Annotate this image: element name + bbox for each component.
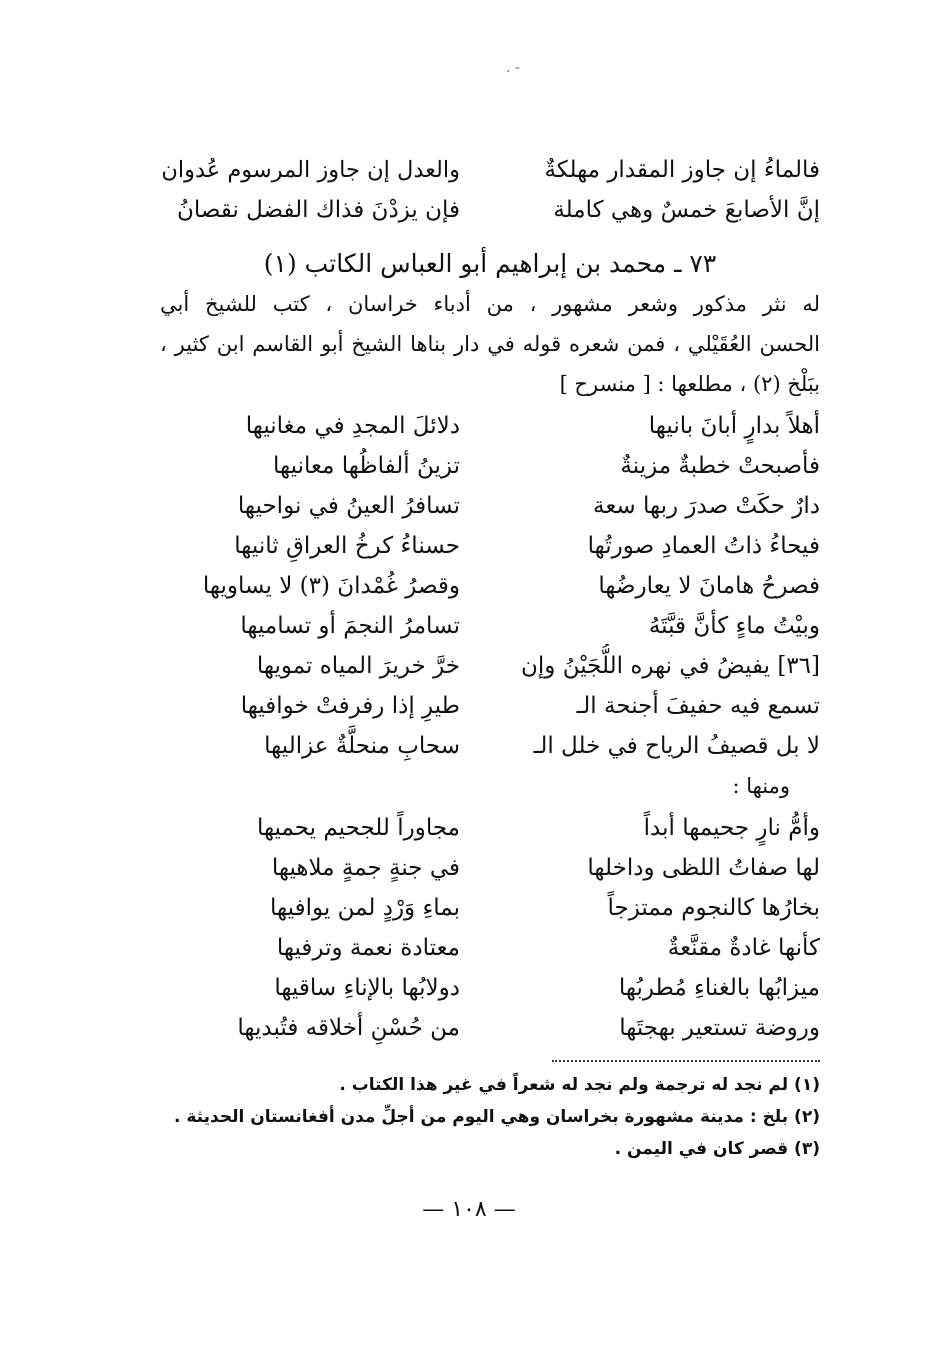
verse-first-hemistich: كأنها غادةٌ مقنَّعةٌ: [667, 935, 820, 961]
verse-first-hemistich: إنَّ الأصابعَ خمسٌ وهي كاملة: [553, 197, 820, 223]
verse-first-hemistich: وبيْتُ ماءٍ كأنَّ قبَّتَهُ: [648, 613, 820, 639]
verse-first-hemistich: تسمع فيه حفيفَ أجنحة الـ: [576, 693, 820, 719]
verse-second-hemistich: حسناءُ كرخُ العراقِ ثانيها: [234, 533, 460, 559]
verse-row: [160, 404, 820, 448]
verse-first-hemistich: [٣٦] يفيضُ في نهره اللُّجَيْنُ وإن: [521, 653, 820, 679]
verse-second-hemistich: فإن يزدْنَ فذاك الفضل نقصانُ: [176, 197, 460, 223]
verse-second-hemistich: والعدل إن جاوز المرسوم عُدوان: [161, 157, 460, 183]
verse-second-hemistich: معتادة نعمة وترفيها: [276, 935, 460, 961]
verse-first-hemistich: فالماءُ إن جاوز المقدار مهلكةٌ: [544, 157, 820, 183]
verse-second-hemistich: في جنةٍ جمةٍ ملاهيها: [271, 855, 460, 881]
verse-row: [160, 966, 820, 1010]
biography-line: ببَلْخ (٢) ، مطلعها : [ منسرح ]: [559, 372, 820, 396]
footnote: (٢) بلخ : مدينة مشهورة بخراسان وهي اليوم من أجلِّ مدن أفغانستان الحديثة .: [174, 1107, 820, 1127]
verse-row: [160, 724, 820, 768]
verse-first-hemistich: لها صفاتُ اللظى وداخلها: [587, 855, 820, 881]
verse-row: [160, 1006, 820, 1050]
verse-second-hemistich: تسافرُ العينُ في نواحيها: [237, 493, 460, 519]
verse-second-hemistich: سحابِ منحلَّةٌ عزاليها: [264, 733, 460, 759]
verse-row: [160, 806, 820, 850]
verse-row: [160, 604, 820, 648]
verse-row: [160, 926, 820, 970]
verse-row: [160, 188, 820, 232]
footnote: (٣) قصر كان في اليمن .: [614, 1139, 820, 1159]
verse-row: [160, 886, 820, 930]
verse-second-hemistich: تزينُ ألفاظُها معانيها: [273, 453, 460, 479]
verse-first-hemistich: أهلاً بدارٍ أبانَ بانيها: [648, 413, 820, 439]
verse-row: [160, 684, 820, 728]
verse-second-hemistich: دلائلَ المجدِ في مغانيها: [245, 413, 460, 439]
footnote: (١) لم نجد له ترجمة ولم نجد له شعراً في غير هذا الكتاب .: [339, 1075, 820, 1095]
verse-row: [160, 484, 820, 528]
verse-first-hemistich: وأمُّ نارٍ جحيمها أبداً: [643, 815, 820, 841]
verse-first-hemistich: ميزابُها بالغناءِ مُطربُها: [618, 975, 820, 1001]
verse-first-hemistich: لا بل قصيفُ الرياح في خلل الـ: [533, 733, 820, 759]
section-label-minha: ومنها :: [732, 774, 790, 798]
verse-row: [160, 564, 820, 608]
verse-second-hemistich: طيرِ إذا رفرفتْ خوافيها: [240, 693, 460, 719]
verse-second-hemistich: دولابُها بالإناءِ ساقيها: [274, 975, 460, 1001]
verse-row: [160, 644, 820, 688]
page-number: — ١٠٨ —: [422, 1197, 516, 1222]
footnote-divider: [552, 1060, 820, 1062]
verse-first-hemistich: بخارُها كالنجوم ممتزجاً: [607, 895, 820, 921]
verse-row: [160, 524, 820, 568]
verse-second-hemistich: بماءِ وَرْدٍ لمن يوافيها: [270, 895, 460, 921]
verse-second-hemistich: خرَّ خريرَ المياه تمويها: [256, 653, 460, 679]
top-mark: . -: [506, 60, 520, 76]
verse-first-hemistich: وروضة تستعير بهجتَها: [619, 1015, 820, 1041]
verse-first-hemistich: دارٌ حكَتْ صدرَ ربها سعة: [592, 493, 820, 519]
verse-second-hemistich: مجاوراً للجحيم يحميها: [256, 815, 460, 841]
verse-first-hemistich: فيحاءُ ذاتُ العمادِ صورتُها: [587, 533, 820, 559]
verse-first-hemistich: فصرحُ هامانَ لا يعارضُها: [598, 573, 820, 599]
verse-second-hemistich: تسامرُ النجمَ أو تساميها: [240, 613, 460, 639]
verse-second-hemistich: من حُسْنِ أخلاقه فتُبديها: [237, 1015, 460, 1041]
verse-row: [160, 444, 820, 488]
verse-row: [160, 846, 820, 890]
verse-second-hemistich: وقصرُ غُمْدانَ (٣) لا يساويها: [202, 573, 460, 599]
verse-row: [160, 148, 820, 192]
biography-line: له نثر مذكور وشعر مشهور ، من أدباء خراسان ، كتب للشيخ أبي: [160, 292, 820, 316]
biography-heading: ٧٣ ـ محمد بن إبراهيم أبو العباس الكاتب (١): [263, 249, 717, 278]
verse-first-hemistich: فأصبحتْ خطبةٌ مزينةٌ: [620, 453, 820, 479]
biography-line: الحسن العُقَيْلي ، فمن شعره قوله في دار بناها الشيخ أبو القاسم ابن كثير ،: [160, 332, 820, 356]
